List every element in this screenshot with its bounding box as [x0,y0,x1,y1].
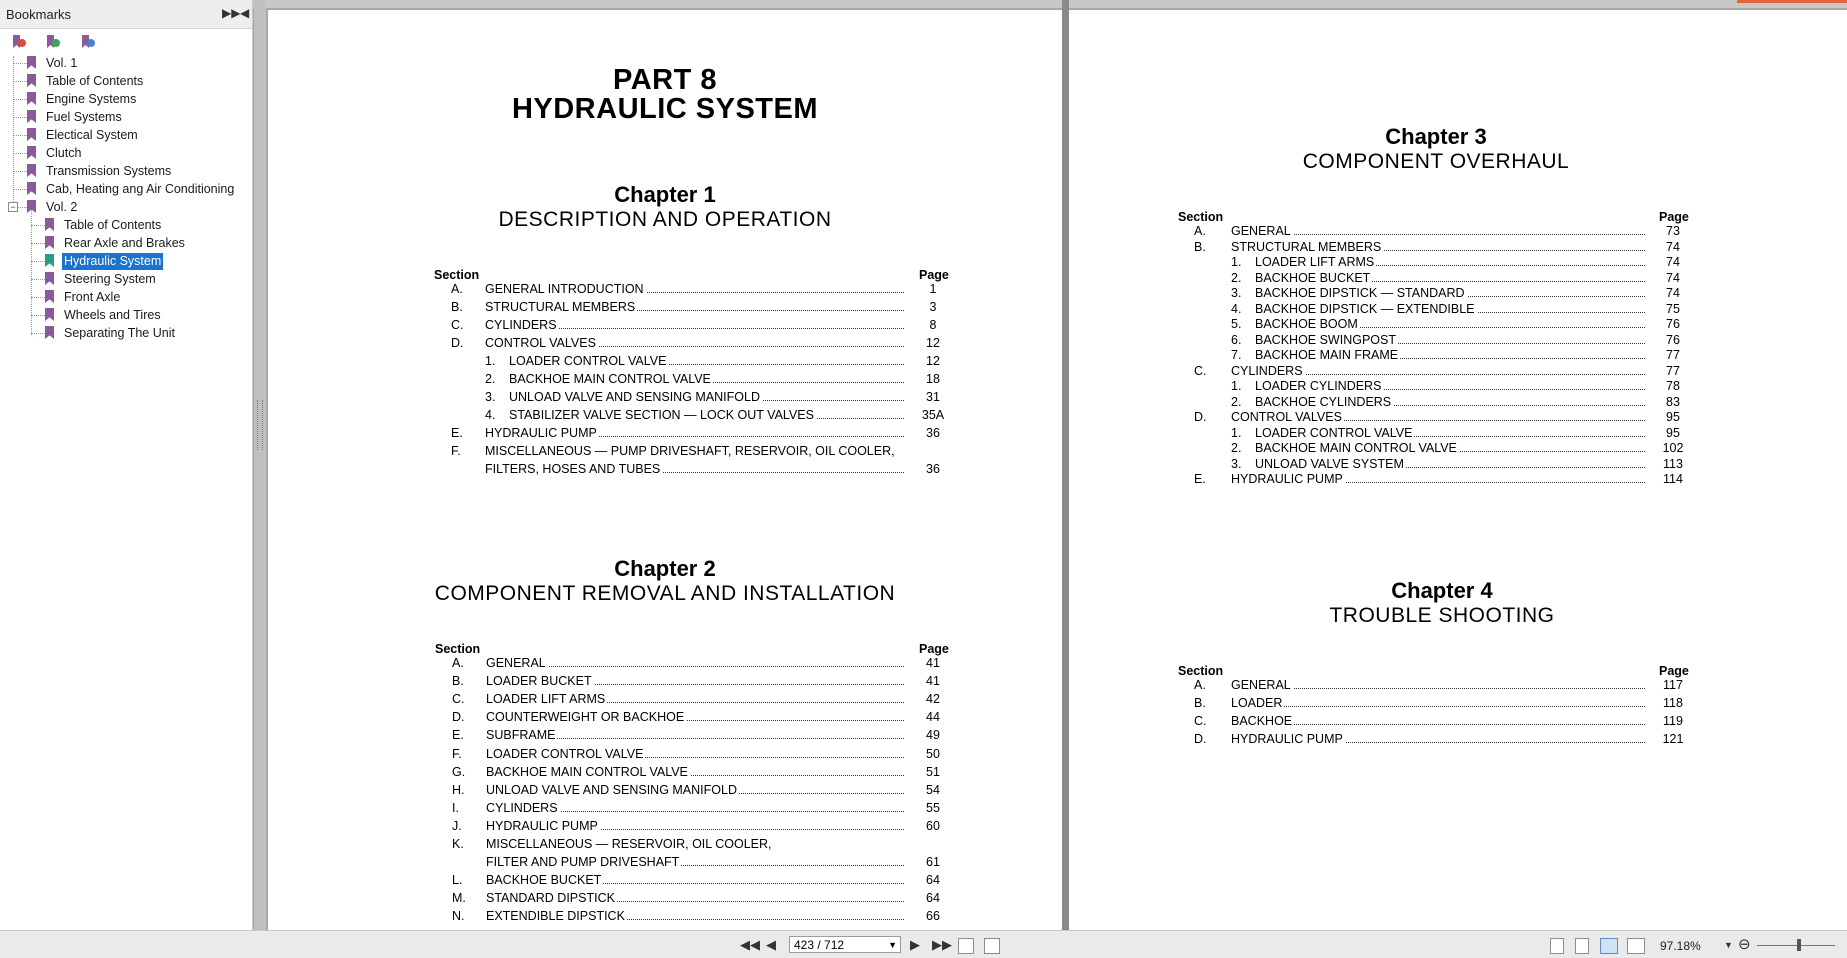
bookmark-label: Table of Contents [46,74,144,88]
subsection-number: 1. [1231,379,1242,393]
tree-branch-line [13,117,27,118]
subsection-number: 5. [1231,317,1242,331]
page-number: 64 [926,891,940,906]
toc-row[interactable] [435,801,959,816]
toc-row[interactable] [1178,714,1699,729]
first-page-icon[interactable]: ◀◀ [740,937,760,952]
bookmarks-panel [0,0,253,930]
section-letter: H. [452,782,465,797]
subsection-number: 1. [485,354,496,368]
last-page-icon[interactable]: ▶▶ [932,937,952,952]
page-header: Page [1659,210,1689,224]
bookmark-label: Electical System [46,128,138,142]
page-number: 54 [926,782,940,797]
next-page-icon[interactable]: ▶ [910,937,920,952]
tree-branch-line [13,153,27,154]
page-number: 50 [926,746,940,761]
bookmark-icon [27,74,36,87]
section-title: CYLINDERS [486,800,558,815]
toc-row[interactable] [434,426,959,441]
subsection-number: 2. [1231,394,1242,409]
section-letter: J. [452,818,462,833]
section-title: LOADER CONTROL VALVE [509,354,667,368]
tree-branch-line [13,99,27,100]
bookmark-icon [45,236,54,249]
toc-row[interactable] [435,783,959,798]
page-number: 95 [1666,410,1680,424]
page-number: 74 [1666,270,1680,285]
collapse-panel-icon[interactable]: ◀ [240,6,250,20]
zoom-out-icon[interactable]: ⊖ [1738,936,1751,953]
chapter-subtitle: COMPONENT REMOVAL AND INSTALLATION [434,582,896,605]
toc-row[interactable] [1178,472,1699,487]
page-number: 119 [1663,714,1683,728]
section-title: STABILIZER VALVE SECTION — LOCK OUT VALVES [509,408,814,422]
window-top-bar [0,0,1847,8]
chapter-subtitle: DESCRIPTION AND OPERATION [498,208,832,231]
section-title: LOADER LIFT ARMS [486,692,606,707]
bookmark-label: Fuel Systems [46,110,122,124]
tree-branch-line [31,279,45,280]
page-number: 51 [926,764,940,779]
toc-row[interactable] [1178,426,1699,441]
toc-row[interactable] [1178,678,1699,693]
section-title: HYDRAULIC PUMP [486,818,598,833]
tree-branch-line [31,225,45,226]
section-letter: D. [1194,732,1207,746]
chapter-title: Chapter 2 [614,556,716,581]
section-letter: A. [1194,224,1206,238]
facing-view-icon[interactable] [1600,938,1618,954]
toc-row[interactable] [435,728,959,743]
toc-row[interactable] [1178,240,1699,255]
section-letter: B. [1194,239,1206,254]
toc-row[interactable] [435,710,959,725]
bookmark-icon [45,272,54,285]
toc-row[interactable] [434,318,959,333]
dot-leader [1231,706,1645,707]
page-number: 75 [1666,301,1680,316]
toc-row[interactable] [435,873,959,888]
dot-leader [486,666,904,667]
toc-row[interactable] [435,747,959,762]
section-letter: D. [451,336,464,350]
bookmark-icon [27,110,36,123]
tree-branch-line [31,261,45,262]
bookmark-icon [27,164,36,177]
document-page-left [268,10,1062,930]
page-dropdown-icon[interactable]: ▼ [888,940,897,950]
tree-branch-line [31,333,45,334]
section-title: LOADER LIFT ARMS [1255,255,1375,269]
section-letter: A. [452,656,464,670]
page-header: Page [919,268,949,282]
subsection-number: 6. [1231,332,1242,347]
toc-row[interactable] [434,336,959,351]
bookmark-icon [27,92,36,105]
section-letter: C. [452,692,465,707]
section-title: LOADER CONTROL VALVE [1255,425,1413,440]
section-title: GENERAL [1231,678,1291,692]
bookmark-icon [45,290,54,303]
page-number: 64 [926,873,940,888]
section-letter: C. [1194,714,1207,728]
go-back-icon[interactable] [958,938,974,954]
subsection-number: 2. [1231,441,1242,455]
section-title: UNLOAD VALVE SYSTEM [1255,456,1404,471]
page-number: 55 [926,800,940,815]
page-number: 102 [1662,441,1684,455]
page-number: 12 [926,354,940,368]
toc-row[interactable] [435,855,959,870]
tree-guide-line [31,209,32,335]
section-title: UNLOAD VALVE AND SENSING MANIFOLD [486,782,737,797]
toc-row[interactable] [435,909,959,924]
page-number: 121 [1662,732,1684,746]
subsection-number: 4. [485,408,496,422]
status-bar [0,930,1847,958]
section-title: BACKHOE MAIN CONTROL VALVE [486,764,688,779]
toc-row[interactable] [1178,410,1699,425]
section-letter: D. [452,710,465,725]
page-number: 74 [1666,239,1680,254]
page-number: 118 [1663,696,1683,710]
bookmark-label: Table of Contents [64,218,162,232]
toc-row[interactable] [1178,302,1699,317]
bookmark-icon [27,146,36,159]
section-header: Section [434,268,480,282]
section-letter: B. [1194,696,1206,710]
toc-row[interactable] [434,444,959,459]
toc-row[interactable] [1178,333,1699,348]
section-letter: E. [451,426,463,440]
page-number: 73 [1666,224,1680,238]
toc-row[interactable] [434,408,959,423]
bookmark-icon [27,182,36,195]
previous-page-icon[interactable]: ◀ [766,937,776,952]
section-title: HYDRAULIC PUMP [1231,732,1343,746]
section-title: UNLOAD VALVE AND SENSING MANIFOLD [509,390,760,404]
bookmarks-header [0,0,252,29]
page-number-input[interactable] [789,936,901,953]
section-letter: N. [452,909,465,924]
splitter-grip[interactable] [257,400,263,450]
page-number: 77 [1666,363,1680,378]
toc-row[interactable] [1178,271,1699,286]
chapter-subtitle: COMPONENT OVERHAUL [1302,150,1570,173]
page-number: 35A [921,408,945,422]
toc-row[interactable] [1178,317,1699,332]
document-page-right [1069,10,1847,930]
section-letter: D. [1194,410,1207,424]
chapter-title: Chapter 1 [614,182,716,207]
subsection-number: 7. [1231,348,1242,362]
subsection-number: 2. [485,372,496,386]
toc-row[interactable] [1178,224,1699,239]
bookmark-icon [45,254,54,267]
toc-row[interactable] [1178,732,1699,747]
section-title: STRUCTURAL MEMBERS [1231,239,1382,254]
top-accent [1737,0,1847,3]
section-title: GENERAL [1231,224,1291,238]
page-number: 61 [926,855,940,870]
section-header: Section [1178,664,1224,678]
single-page-view-icon[interactable] [1550,938,1564,954]
page-number: 41 [926,656,940,670]
subsection-number: 4. [1231,301,1242,316]
section-title: GENERAL [486,656,546,670]
page-number: 36 [926,462,940,476]
section-title: FILTERS, HOSES AND TUBES [485,462,661,476]
zoom-slider[interactable] [1757,945,1835,946]
toc-row[interactable] [1178,255,1699,270]
page-number: 74 [1666,255,1680,269]
tree-branch-line [13,189,27,190]
toc-row[interactable] [434,354,959,369]
continuous-facing-view-icon[interactable] [1627,938,1645,954]
section-title: BACKHOE MAIN CONTROL VALVE [1255,441,1457,455]
expand-bookmarks-icon[interactable] [45,34,61,50]
toc-row[interactable] [434,390,959,405]
tree-guide-line [13,56,14,208]
toc-row[interactable] [1178,286,1699,301]
page-number: 44 [926,710,940,725]
section-letter: E. [1194,472,1206,486]
tree-branch-line [13,63,27,64]
zoom-level[interactable]: 97.18% [1660,939,1701,953]
tree-branch-line [13,81,27,82]
section-title: BACKHOE MAIN CONTROL VALVE [509,372,711,386]
toc-row[interactable] [434,282,959,297]
find-bookmark-icon[interactable] [80,34,96,50]
page-number: 49 [926,728,940,743]
part-number: PART 8 [613,64,717,96]
section-letter: M. [452,891,466,906]
bookmark-label: Cab, Heating ang Air Conditioning [46,182,235,196]
toc-row[interactable] [1178,696,1699,711]
toc-row[interactable] [1178,364,1699,379]
toc-row[interactable] [435,819,959,834]
section-title: HYDRAULIC PUMP [485,426,597,440]
section-title: HYDRAULIC PUMP [1231,472,1343,486]
page-number: 78 [1666,379,1680,393]
page-number: 36 [926,426,940,440]
bookmark-icon [27,128,36,141]
section-letter: C. [451,318,464,332]
page-indicator: 423 / 712 [794,938,845,952]
page-number: 12 [926,336,940,350]
chapter-subtitle: TROUBLE SHOOTING [1329,604,1555,627]
bookmarks-toolbar [0,29,252,55]
section-title: CONTROL VALVES [485,336,596,350]
toc-row[interactable] [1178,348,1699,363]
toc-row[interactable] [434,300,959,315]
section-header: Section [1178,210,1224,224]
section-title: BACKHOE BOOM [1255,317,1358,331]
page-number: 31 [926,390,940,404]
panel-splitter[interactable] [254,0,266,930]
section-title: LOADER CONTROL VALVE [486,746,644,761]
section-title: CONTROL VALVES [1231,410,1342,424]
page-header: Page [1659,664,1689,678]
page-number: 77 [1666,348,1680,362]
bookmark-label: Engine Systems [46,92,137,106]
bookmark-label: Separating The Unit [64,326,175,340]
page-number: 42 [926,692,940,707]
toc-row[interactable] [435,692,959,707]
expand-panel-icon[interactable]: ▶▶ [222,6,241,20]
section-letter: B. [452,674,464,689]
continuous-view-icon[interactable] [1575,938,1589,954]
section-title: LOADER CYLINDERS [1255,379,1382,393]
tree-branch-line [13,171,27,172]
page-number: 76 [1666,317,1680,331]
bookmark-label: Steering System [64,272,156,286]
tree-branch-line [13,135,27,136]
toc-row[interactable] [435,837,959,852]
zoom-slider-handle[interactable] [1797,939,1801,951]
section-header: Section [435,642,481,656]
bookmark-label: Vol. 2 [46,200,78,214]
subsection-number: 3. [1231,456,1242,471]
toc-row[interactable] [1178,395,1699,410]
bookmark-icon [45,326,54,339]
toc-row[interactable] [1178,379,1699,394]
page-number: 83 [1666,394,1680,409]
bookmark-label: Rear Axle and Brakes [64,236,185,250]
dot-leader [1231,688,1645,689]
page-number: 74 [1666,286,1680,300]
go-forward-icon[interactable] [984,938,1000,954]
page-number: 66 [926,909,940,924]
subsection-number: 3. [1231,286,1242,300]
section-letter: G. [452,764,466,779]
section-title: BACKHOE SWINGPOST [1255,332,1396,347]
page-number: 60 [926,818,940,833]
toc-row[interactable] [434,372,959,387]
section-title: COUNTERWEIGHT OR BACKHOE [486,710,685,725]
section-title: BACKHOE BUCKET [1255,270,1371,285]
bookmark-icon [27,56,36,69]
collapse-node-icon[interactable]: − [8,202,18,212]
bookmark-label: Hydraulic System [64,254,162,268]
section-letter: I. [452,800,459,815]
toc-row[interactable] [435,891,959,906]
page-number: 95 [1666,425,1680,440]
section-letter: F. [451,444,461,458]
section-title: LOADER BUCKET [486,674,592,689]
toc-row[interactable] [435,656,959,671]
section-title: MISCELLANEOUS — PUMP DRIVESHAFT, RESERVOIR, OIL COOLER, [485,444,895,458]
page-number: 18 [926,372,940,386]
section-title: BACKHOE DIPSTICK — EXTENDIBLE [1255,301,1475,316]
page-number: 41 [926,674,940,689]
bookmark-icon [45,308,54,321]
toc-row[interactable] [435,765,959,780]
page-number: 8 [929,318,937,332]
page-header: Page [919,642,949,656]
subsection-number: 2. [1231,270,1242,285]
tree-branch-line [31,243,45,244]
section-title: CYLINDERS [485,318,557,332]
section-title: BACKHOE [1231,714,1293,728]
page-number: 114 [1663,472,1683,486]
page-number: 113 [1663,456,1683,471]
part-title: HYDRAULIC SYSTEM [511,93,819,125]
chapter-title: Chapter 3 [1385,124,1487,149]
subsection-number: 1. [1231,425,1242,440]
add-bookmark-icon[interactable] [11,34,27,50]
section-title: LOADER [1231,696,1283,710]
section-letter: F. [452,746,462,761]
section-title: BACKHOE BUCKET [486,873,602,888]
page-number: 76 [1666,332,1680,347]
section-title: FILTER AND PUMP DRIVESHAFT [486,855,680,870]
section-title: BACKHOE MAIN FRAME [1255,348,1399,362]
section-letter: E. [452,728,464,743]
section-title: GENERAL INTRODUCTION [485,282,644,296]
subsection-number: 1. [1231,255,1242,269]
section-title: BACKHOE CYLINDERS [1255,394,1392,409]
section-title: SUBFRAME [486,728,556,743]
subsection-number: 3. [485,390,496,404]
toc-row[interactable] [1178,457,1699,472]
section-letter: K. [452,837,464,851]
page-number: 117 [1663,678,1683,692]
bookmark-label: Clutch [46,146,82,160]
toc-row[interactable] [435,674,959,689]
bookmark-label: Front Axle [64,290,121,304]
bookmark-icon [45,218,54,231]
zoom-dropdown-icon[interactable]: ▼ [1724,940,1733,950]
section-title: BACKHOE DIPSTICK — STANDARD [1255,286,1465,300]
toc-row[interactable] [1178,441,1699,456]
section-letter: L. [452,873,463,888]
page-number: 1 [929,282,937,296]
toc-row[interactable] [434,462,959,477]
section-title: EXTENDIBLE DIPSTICK [486,909,625,924]
section-title: MISCELLANEOUS — RESERVOIR, OIL COOLER, [486,837,772,851]
section-letter: C. [1194,363,1207,378]
section-title: STRUCTURAL MEMBERS [485,300,636,314]
page-separator [1062,0,1069,930]
bookmark-label: Wheels and Tires [64,308,161,322]
page-number: 3 [929,300,937,314]
section-letter: A. [1194,678,1206,692]
section-title: STANDARD DIPSTICK [486,891,615,906]
chapter-title: Chapter 4 [1391,578,1493,603]
dot-leader [1231,234,1645,235]
tree-branch-line [31,297,45,298]
section-letter: B. [451,300,463,314]
bookmarks-title: Bookmarks [6,7,72,22]
bookmark-label: Transmission Systems [46,164,172,178]
section-letter: A. [451,282,463,296]
tree-branch-line [31,315,45,316]
bookmark-label: Vol. 1 [46,56,78,70]
section-title: CYLINDERS [1231,363,1303,378]
